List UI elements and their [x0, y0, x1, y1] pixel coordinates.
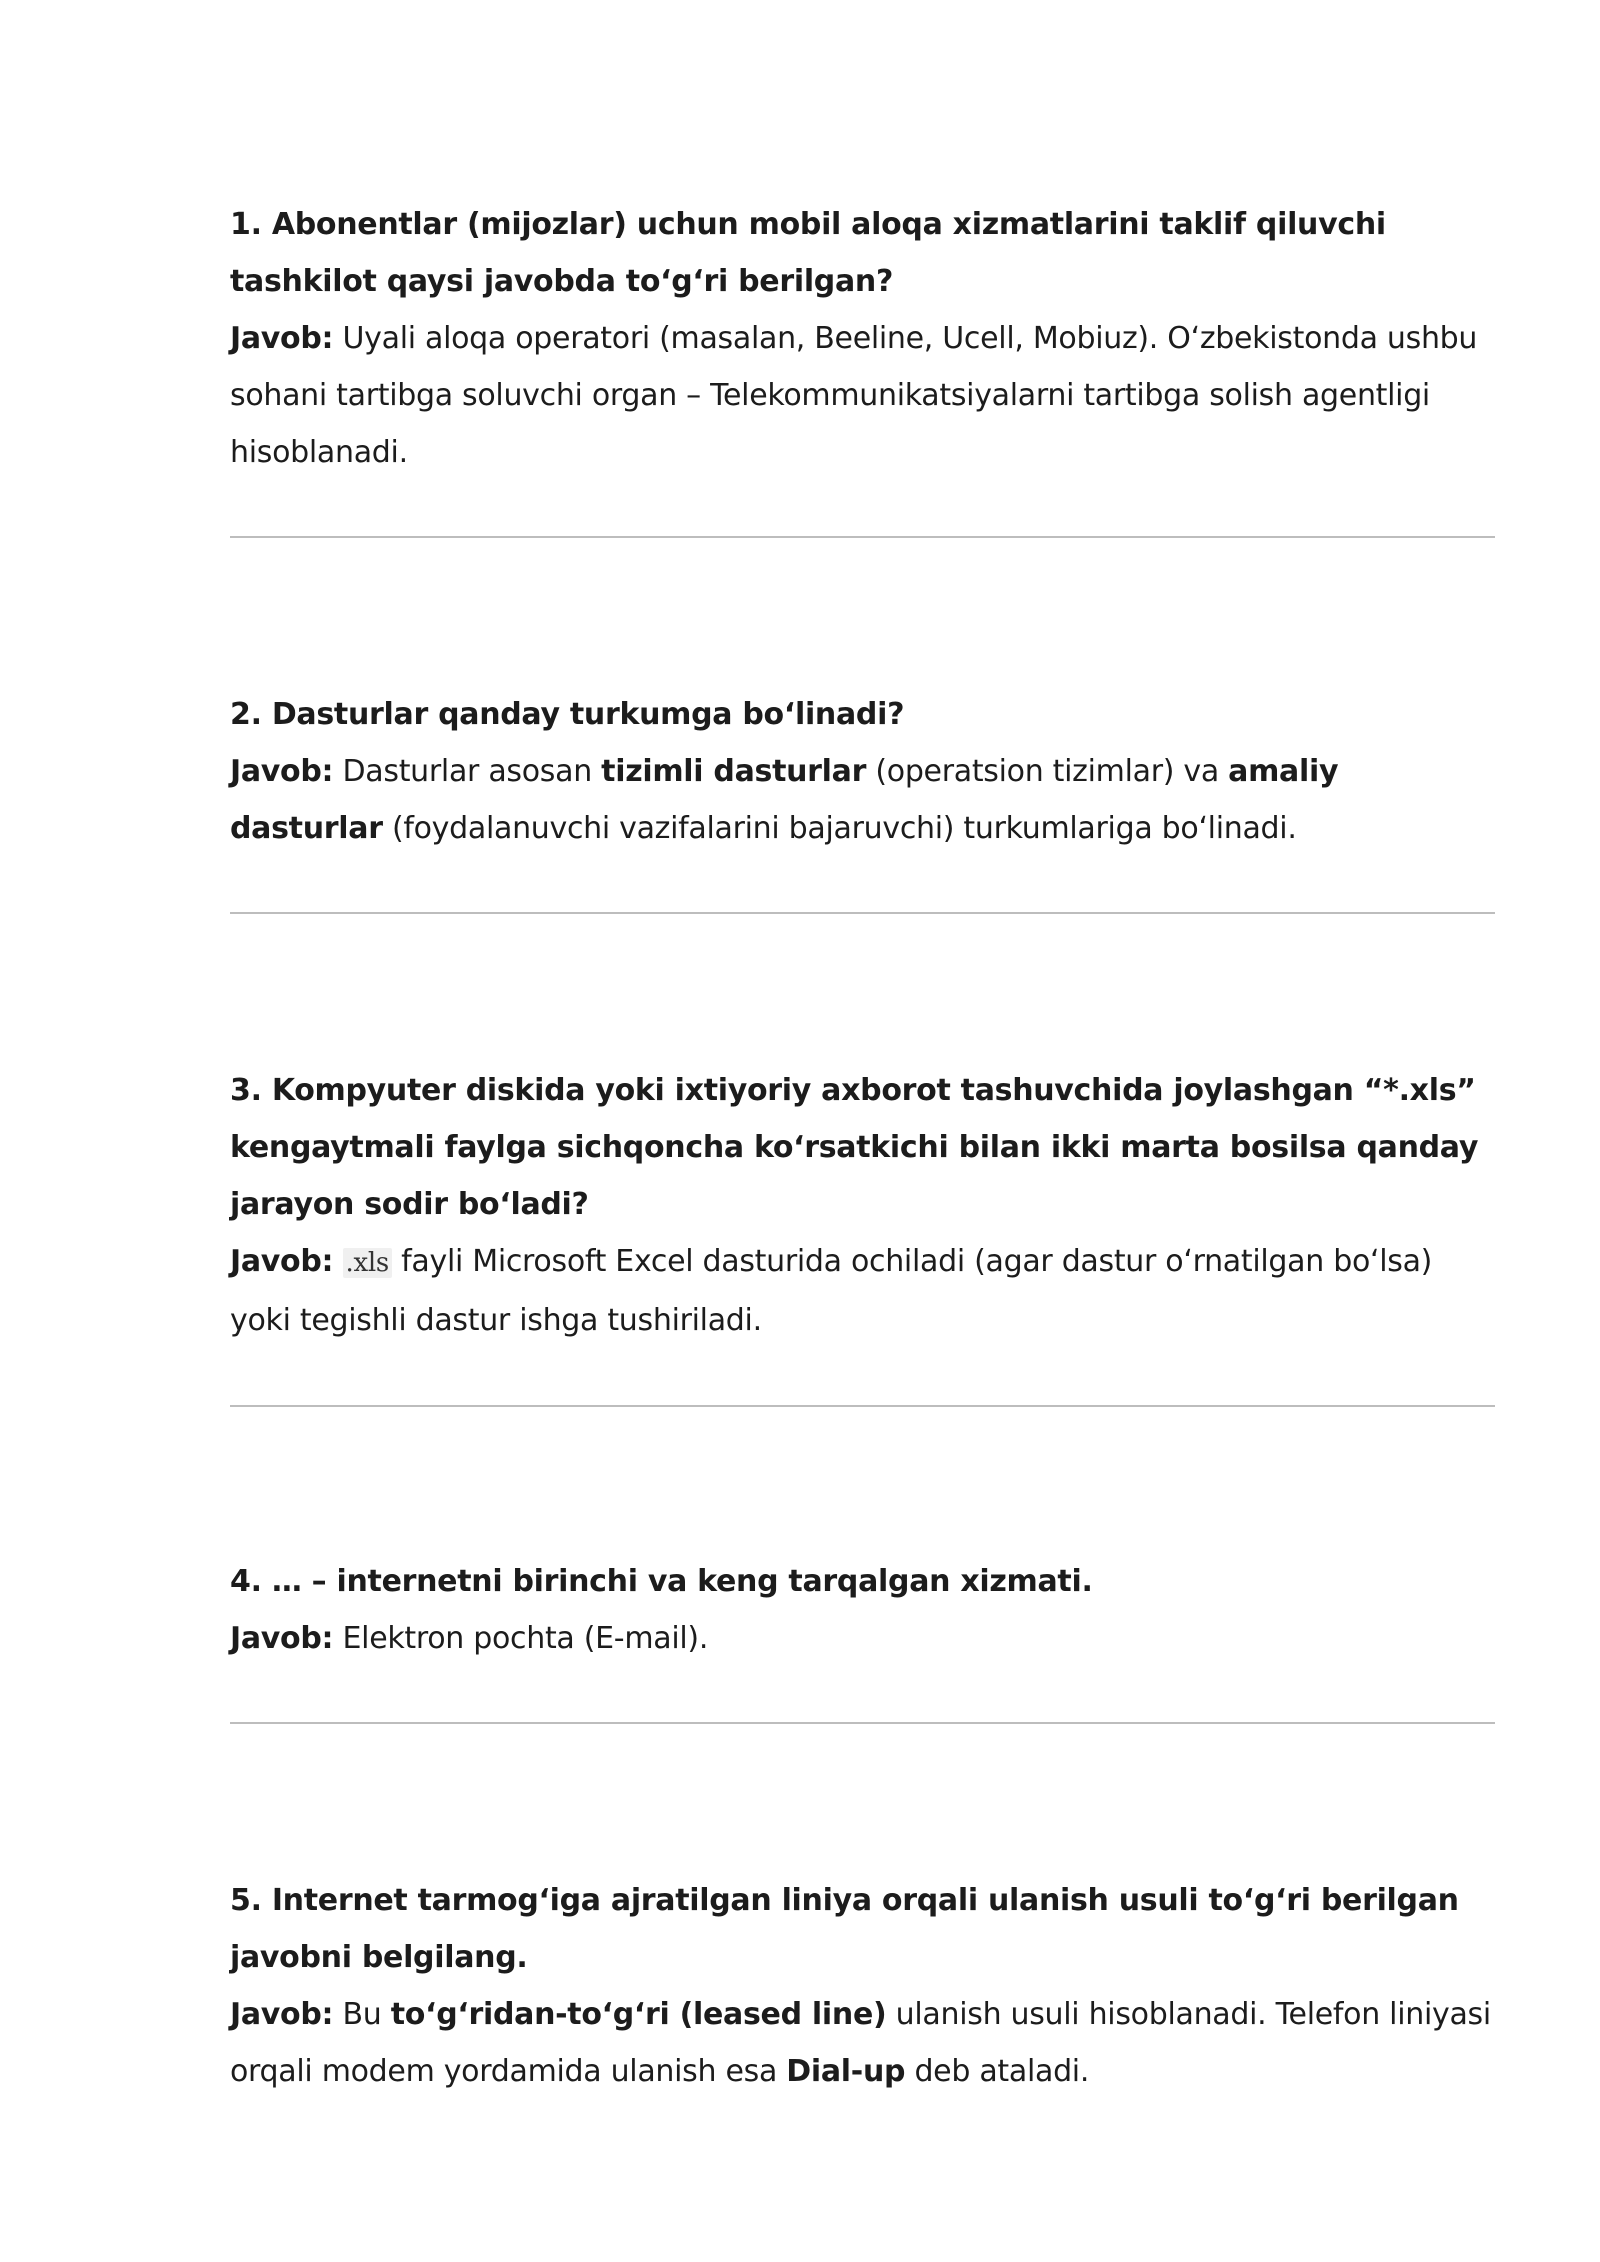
question-3: 3. Kompyuter diskida yoki ixtiyoriy axborot tashuvchida joylashgan “*.xls” kengaytmali faylga sichqoncha ko‘rsatkichi bilan ikki marta bosilsa qanday jarayon sodir bo‘ladi? [230, 1073, 1479, 1222]
answer-bold-2b: amaliy dasturlar [230, 754, 1339, 846]
answer-label-5: Javob: [230, 1997, 334, 2032]
divider [230, 536, 1495, 538]
answer-4 [230, 1610, 1495, 1667]
answer-text-3: fayli Microsoft Excel dasturida ochiladi (agar dastur o‘rnatilgan bo‘lsa) yoki tegishli dastur ishga tushiriladi. [230, 1244, 1433, 1338]
question-5: 5. Internet tarmog‘iga ajratilgan liniya orqali ulanish usuli to‘g‘ri berilgan javobni belgilang. [230, 1883, 1459, 1975]
question-1: 1. Abonentlar (mijozlar) uchun mobil aloqa xizmatlarini taklif qiluvchi tashkilot qaysi javobda to‘g‘ri berilgan? [230, 207, 1386, 299]
answer-text-5c: deb ataladi. [914, 2054, 1090, 2089]
question-4: 4. … – internetni birinchi va keng tarqalgan xizmati. [230, 1564, 1093, 1599]
answer-text-2c: (foydalanuvchi vazifalarini bajaruvchi) turkumlariga bo‘linadi. [391, 811, 1297, 846]
answer-label-1: Javob: [230, 321, 334, 356]
qa-item-3 [230, 1062, 1495, 1349]
qa-item-1 [230, 196, 1495, 481]
answer-text-5b: ulanish usuli hisoblanadi. Telefon liniyasi orqali modem yordamida ulanish esa [230, 1997, 1491, 2089]
question-2: 2. Dasturlar qanday turkumga bo‘linadi? [230, 697, 905, 732]
document-page [230, 196, 1495, 2100]
answer-text-4: Elektron pochta (E-mail). [342, 1621, 709, 1656]
answer-bold-2a: tizimli dasturlar [601, 754, 867, 789]
answer-text-1: Uyali aloqa operatori (masalan, Beeline, Ucell, Mobiuz). O‘zbekistonda ushbu sohani tartibga soluvchi organ – Telekommunikatsiyalarni tartibga solish agentligi hisoblanadi. [230, 321, 1478, 470]
answer-1 [230, 310, 1495, 481]
answer-text-5a: Bu [342, 1997, 382, 2032]
divider [230, 1722, 1495, 1724]
answer-bold-5a: to‘g‘ridan-to‘g‘ri (leased line) [390, 1997, 887, 2032]
qa-item-5 [230, 1872, 1495, 2100]
qa-item-2 [230, 686, 1495, 857]
answer-bold-5b: Dial-up [786, 2054, 906, 2089]
divider [230, 912, 1495, 914]
answer-5 [230, 1986, 1495, 2100]
answer-text-2a: Dasturlar asosan [342, 754, 592, 789]
answer-label-4: Javob: [230, 1621, 334, 1656]
answer-label-3: Javob: [230, 1244, 334, 1279]
inline-code-xls: .xls [343, 1248, 392, 1278]
divider [230, 1405, 1495, 1407]
answer-2 [230, 743, 1495, 857]
answer-3 [230, 1233, 1495, 1349]
answer-text-2b: (operatsion tizimlar) va [875, 754, 1219, 789]
answer-label-2: Javob: [230, 754, 334, 789]
qa-item-4 [230, 1553, 1495, 1667]
